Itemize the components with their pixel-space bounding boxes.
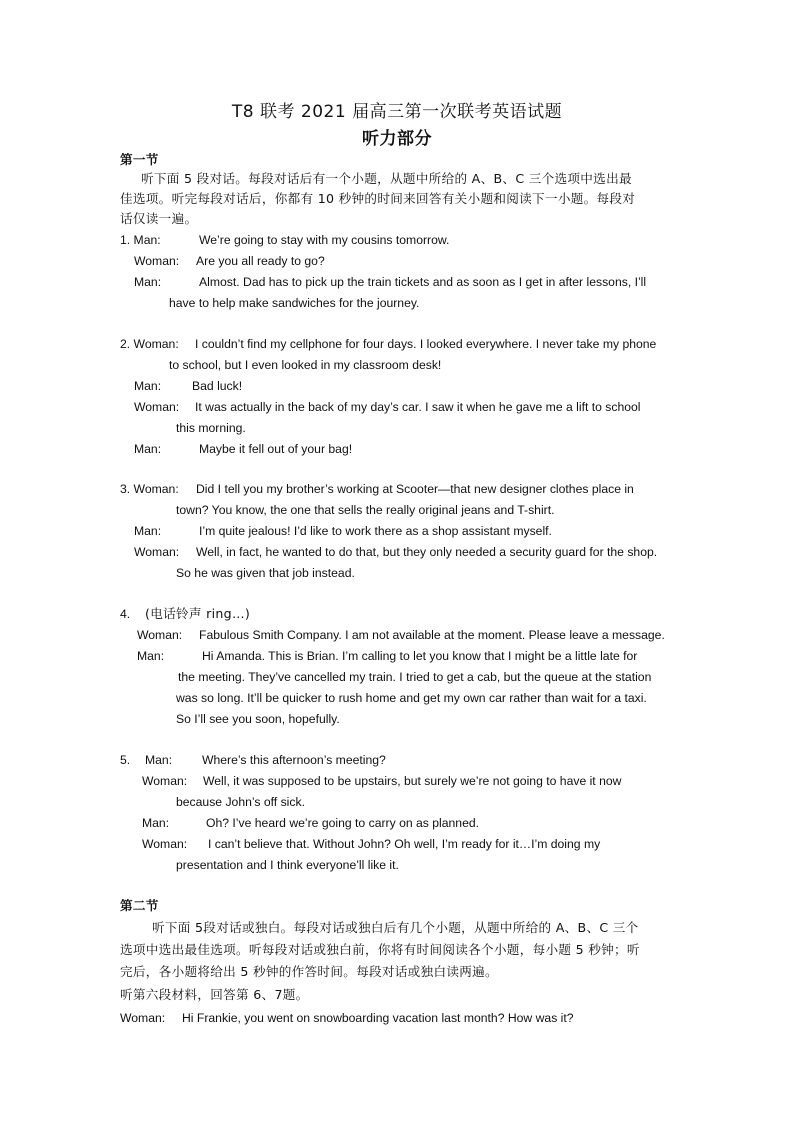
section2-instruction-line: 选项中选出最佳选项。听每段对话或独白前，你将有时间阅读各个小题，每小题 5 秒钟；听 [120, 942, 640, 957]
dialogue5-text: Where’s this afternoon’s meeting? [202, 753, 386, 767]
dialogue2-text: I couldn’t find my cellphone for four days. I looked everywhere. I never take my phone [195, 337, 657, 351]
dialogue3-text: Did I tell you my brother’s working at Scooter—that new designer clothes place in [196, 482, 634, 496]
dialogue2-text: Bad luck! [192, 379, 243, 393]
dialogue4-number: 4. [120, 607, 131, 621]
dialogue5-text: I can’t believe that. Without John? Oh well, I’m ready for it…I’m doing my [208, 837, 601, 851]
dialogue4-text: the meeting. They’ve cancelled my train. I tried to get a cab, but the queue at the station [178, 670, 652, 684]
section1-instruction-line: 听下面 5 段对话。每段对话后有一个小题，从题中所给的 A、B、C 三个选项中选出最 [141, 171, 632, 186]
dialogue5-speaker: Man: [142, 816, 170, 830]
dialogue4-text: Hi Amanda. This is Brian. I’m calling to let you know that I might be a little late for [202, 649, 638, 663]
dialogue1-text: We’re going to stay with my cousins tomorrow. [199, 233, 450, 247]
dialogue2-text: this morning. [176, 421, 246, 435]
dialogue2-speaker: Man: [134, 442, 162, 456]
dialogue2-speaker: 2. Woman: [120, 337, 179, 351]
dialogue5-speaker: Woman: [142, 774, 188, 788]
dialogue1-text: Are you all ready to go? [196, 254, 325, 268]
section1-heading: 第一节 [120, 152, 159, 167]
section2-instruction-line: 听下面 5段对话或独白。每段对话或独白后有几个小题，从题中所给的 A、B、C 三个 [152, 920, 639, 935]
dialogue5-number: 5. [120, 753, 131, 767]
dialogue2-speaker: Woman: [134, 400, 180, 414]
dialogue2-text: to school, but I even looked in my classroom desk! [169, 358, 442, 372]
dialogue2-text: It was actually in the back of my day’s car. I saw it when he gave me a lift to school [195, 400, 641, 414]
dialogue4-speaker: Man: [137, 649, 165, 663]
section2-speaker: Woman: [120, 1011, 166, 1025]
dialogue3-speaker: 3. Woman: [120, 482, 179, 496]
dialogue1-speaker: Man: [134, 275, 162, 289]
dialogue5-speaker: Man: [145, 753, 173, 767]
section1-instruction-line: 佳选项。听完每段对话后，你都有 10 秒钟的时间来回答有关小题和阅读下一小题。每段对 [120, 191, 636, 206]
section2-material-label: 听第六段材料，回答第 6、7题。 [120, 987, 309, 1002]
dialogue4-text: was so long. It’ll be quicker to rush home and get my own car rather than wait for a taxi. [176, 691, 647, 705]
dialogue2-speaker: Man: [134, 379, 162, 393]
section2-instruction-line: 完后，各小题将给出 5 秒钟的作答时间。每段对话或独白读两遍。 [120, 964, 498, 979]
dialogue5-text: Well, it was supposed to be upstairs, but surely we’re not going to have it now [203, 774, 622, 788]
section2-heading: 第二节 [120, 898, 159, 913]
dialogue5-text: presentation and I think everyone’ll like it. [176, 858, 399, 872]
dialogue5-text: because John’s off sick. [176, 795, 305, 809]
dialogue1-text: Almost. Dad has to pick up the train tickets and as soon as I get in after lessons, I’ll [199, 275, 647, 289]
dialogue3-text: town? You know, the one that sells the really original jeans and T-shirt. [176, 503, 555, 517]
dialogue3-speaker: Man: [134, 524, 162, 538]
dialogue4-text: So I’ll see you soon, hopefully. [176, 712, 340, 726]
dialogue4-speaker: Woman: [137, 628, 183, 642]
dialogue3-text: So he was given that job instead. [176, 566, 355, 580]
page-title: T8 联考 2021 届高三第一次联考英语试题 [231, 102, 563, 122]
dialogue4-note: (电话铃声 ring…) [145, 606, 251, 621]
section1-instruction-line: 话仅读一遍。 [120, 211, 198, 226]
dialogue4-text: Fabulous Smith Company. I am not available at the moment. Please leave a message. [199, 628, 665, 642]
page-subtitle: 听力部分 [362, 129, 432, 149]
section2-text: Hi Frankie, you went on snowboarding vacation last month? How was it? [182, 1011, 574, 1025]
dialogue3-speaker: Woman: [134, 545, 180, 559]
dialogue1-text: have to help make sandwiches for the journey. [169, 296, 420, 310]
dialogue3-text: I’m quite jealous! I’d like to work there as a shop assistant myself. [199, 524, 552, 538]
dialogue2-text: Maybe it fell out of your bag! [199, 442, 353, 456]
dialogue1-speaker: 1. Man: [120, 233, 161, 247]
dialogue5-speaker: Woman: [142, 837, 188, 851]
dialogue3-text: Well, in fact, he wanted to do that, but they only needed a security guard for the shop. [196, 545, 658, 559]
dialogue5-text: Oh? I’ve heard we’re going to carry on as planned. [206, 816, 480, 830]
dialogue1-speaker: Woman: [134, 254, 180, 268]
